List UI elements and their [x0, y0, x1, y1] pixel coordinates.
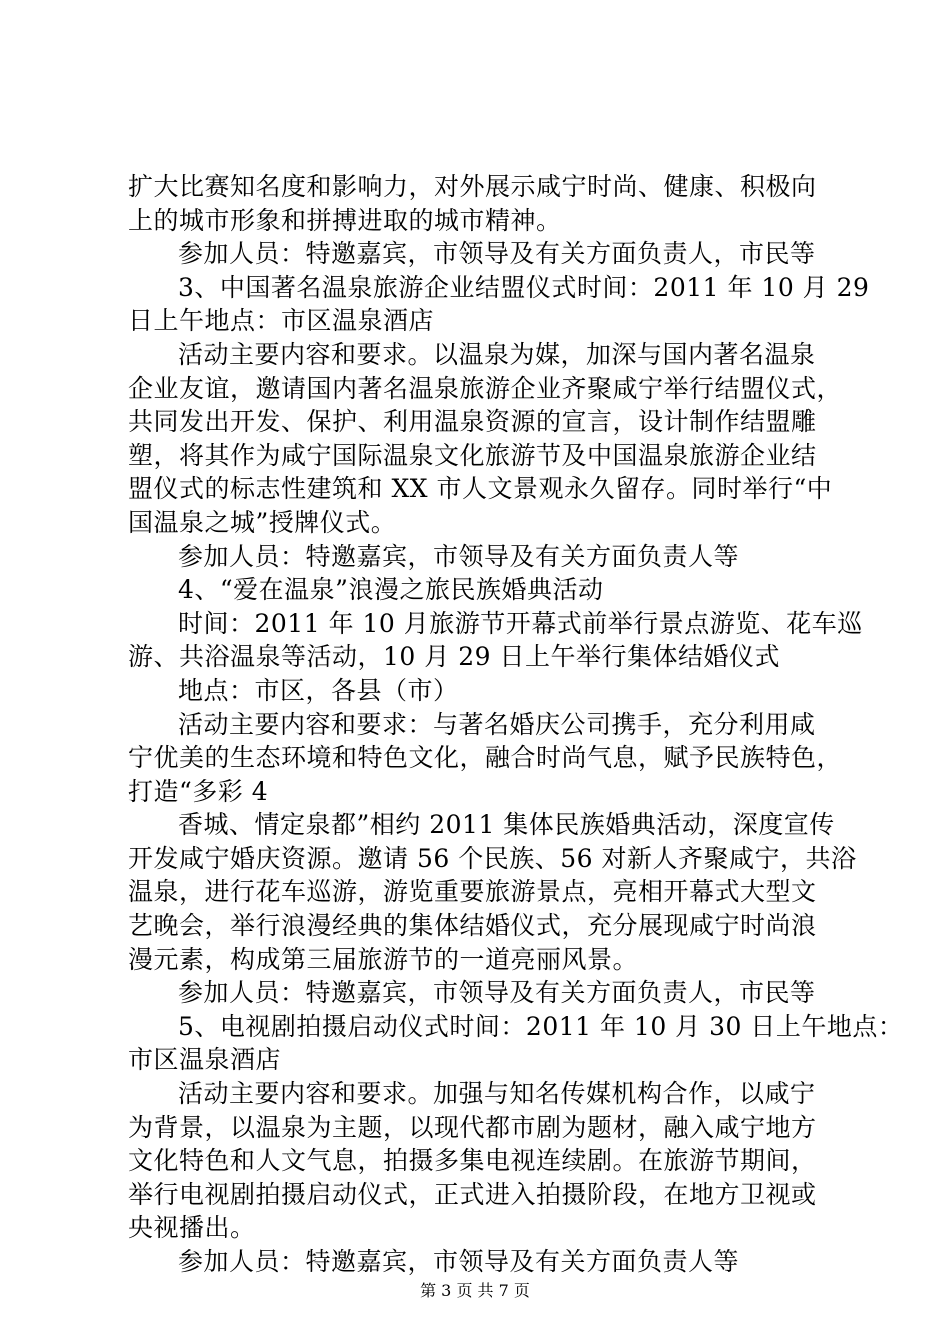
text-line: 香城、情定泉都”相约 2011 集体民族婚典活动，深度宣传: [178, 810, 835, 840]
text-line: 央视播出。: [128, 1213, 256, 1243]
text-line: 塑，将其作为咸宁国际温泉文化旅游节及中国温泉旅游企业结: [128, 440, 817, 470]
text-line: 日上午地点：市区温泉酒店: [128, 306, 435, 336]
text-line: 扩大比赛知名度和影响力，对外展示咸宁时尚、健康、积极向: [128, 172, 817, 201]
text-line: 宁优美的生态环境和特色文化，融合时尚气息，赋予民族特色，: [128, 743, 843, 773]
text-line: 盟仪式的标志性建筑和 XX 市人文景观永久留存。同时举行“中: [128, 474, 833, 504]
text-line: 活动主要内容和要求。加强与知名传媒机构合作，以咸宁: [178, 1079, 816, 1109]
text-line: 参加人员：特邀嘉宾，市领导及有关方面负责人等: [178, 1247, 740, 1276]
text-line: 游、共浴温泉等活动，10 月 29 日上午举行集体结婚仪式: [128, 642, 780, 672]
text-line: 艺晚会，举行浪漫经典的集体结婚仪式，充分展现咸宁时尚浪: [128, 911, 817, 941]
text-line: 参加人员：特邀嘉宾，市领导及有关方面负责人，市民等: [178, 239, 816, 269]
text-line: 国温泉之城”授牌仪式。: [128, 507, 397, 537]
text-line: 温泉，进行花车巡游，游览重要旅游景点，亮相开幕式大型文: [128, 877, 817, 907]
text-line: 为背景，以温泉为主题，以现代都市剧为题材，融入咸宁地方: [128, 1112, 817, 1142]
page-number-footer: 第 3 页 共 7 页: [420, 1281, 530, 1300]
text-line: 参加人员：特邀嘉宾，市领导及有关方面负责人等: [178, 541, 740, 571]
text-line: 活动主要内容和要求。以温泉为媒，加深与国内著名温泉: [178, 339, 816, 369]
document-body: [128, 170, 904, 1279]
text-line: 企业友谊，邀请国内著名温泉旅游企业齐聚咸宁举行结盟仪式，: [128, 373, 843, 403]
text-line: 打造“多彩 4: [128, 776, 269, 806]
text-line: 漫元素，构成第三届旅游节的一道亮丽风景。: [128, 944, 639, 974]
text-line: 上的城市形象和拼搏进取的城市精神。: [128, 205, 562, 235]
section-heading: 5、电视剧拍摄启动仪式时间：2011 年 10 月 30 日上午地点：: [178, 1011, 904, 1041]
section-heading: 3、中国著名温泉旅游企业结盟仪式时间：2011 年 10 月 29: [178, 272, 870, 302]
text-line: 共同发出开发、保护、利用温泉资源的宣言，设计制作结盟雕: [128, 407, 817, 437]
text-line: 参加人员：特邀嘉宾，市领导及有关方面负责人，市民等: [178, 978, 816, 1008]
text-line: 文化特色和人文气息，拍摄多集电视连续剧。在旅游节期间，: [128, 1146, 817, 1176]
text-line: 举行电视剧拍摄启动仪式，正式进入拍摄阶段，在地方卫视或: [128, 1179, 817, 1209]
text-line: 时间：2011 年 10 月旅游节开幕式前举行景点游览、花车巡: [178, 608, 863, 638]
section-heading: 4、“爱在温泉”浪漫之旅民族婚典活动: [178, 575, 604, 605]
text-line: 市区温泉酒店: [128, 1045, 282, 1075]
text-line: 开发咸宁婚庆资源。邀请 56 个民族、56 对新人齐聚咸宁，共浴: [128, 843, 857, 873]
text-line: 地点：市区，各县（市）: [178, 675, 459, 705]
text-line: 活动主要内容和要求：与著名婚庆公司携手，充分利用咸: [178, 709, 816, 739]
